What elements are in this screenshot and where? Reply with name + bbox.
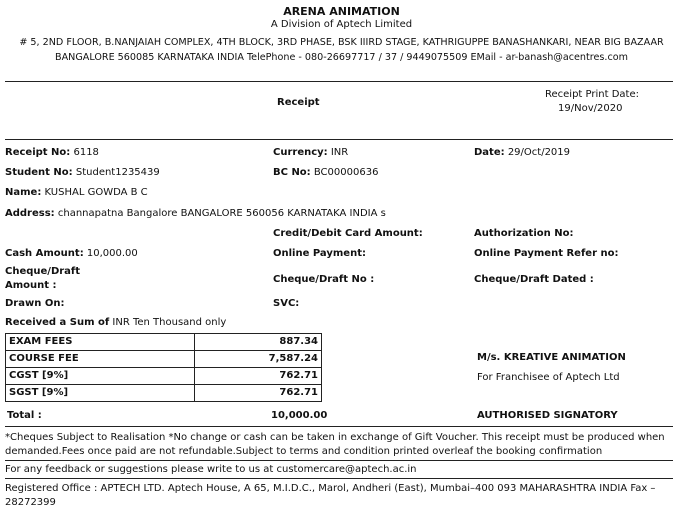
fee-amount: 762.71 bbox=[195, 385, 322, 402]
fee-row bbox=[6, 334, 322, 351]
currency-value: INR bbox=[330, 147, 349, 158]
authorization-no-label: Authorization No: bbox=[474, 228, 574, 239]
receipt-no-label: Receipt No: bbox=[5, 147, 71, 158]
fee-amount: 887.34 bbox=[195, 334, 322, 351]
divider-top bbox=[5, 81, 673, 82]
cash-amount-label: Cash Amount: bbox=[5, 248, 84, 259]
student-address-value: channapatna Bangalore BANGALORE 560056 KARNATAKA INDIA s bbox=[57, 208, 386, 219]
cheque-no-label: Cheque/Draft No : bbox=[273, 274, 375, 285]
org-division: A Division of Aptech Limited bbox=[270, 19, 413, 30]
address-line-2: BANGALORE 560085 KARNATAKA INDIA TelePhone - 080-26697717 / 37 / 9449075509 EMail - ar-banash@acentres.com bbox=[55, 52, 628, 63]
bc-no-label: BC No: bbox=[273, 167, 311, 178]
receipt-title: Receipt bbox=[277, 97, 320, 108]
bc-no-value: BC00000636 bbox=[313, 167, 379, 178]
cash-amount-value: 10,000.00 bbox=[86, 248, 138, 259]
cheque-dated-label: Cheque/Draft Dated : bbox=[474, 274, 594, 285]
fee-name: CGST [9%] bbox=[6, 368, 195, 385]
cheque-amount-label-1: Cheque/Draft bbox=[5, 266, 81, 277]
fee-amount: 7,587.24 bbox=[195, 351, 322, 368]
divider-footer bbox=[5, 478, 673, 479]
receipt-date-label: Date: bbox=[474, 147, 505, 158]
bc-no bbox=[273, 167, 378, 178]
student-address-label: Address: bbox=[5, 208, 55, 219]
online-ref-label: Online Payment Refer no: bbox=[474, 248, 619, 259]
feedback-note: For any feedback or suggestions please write to us at customercare@aptech.ac.in bbox=[5, 464, 417, 475]
receipt-date-value: 29/Oct/2019 bbox=[507, 147, 571, 158]
divider-notes bbox=[5, 460, 673, 461]
student-name bbox=[5, 187, 148, 198]
total-value: 10,000.00 bbox=[271, 410, 328, 421]
fee-amount: 762.71 bbox=[195, 368, 322, 385]
received-sum-label: Received a Sum of bbox=[5, 317, 110, 328]
receipt-date bbox=[474, 147, 570, 158]
currency bbox=[273, 147, 348, 158]
student-address bbox=[5, 208, 386, 219]
franchise-subtitle: For Franchisee of Aptech Ltd bbox=[477, 372, 620, 383]
received-sum-value: INR Ten Thousand only bbox=[112, 317, 227, 328]
address-line-1: # 5, 2ND FLOOR, B.NANJAIAH COMPLEX, 4TH BLOCK, 3RD PHASE, BSK IIIRD STAGE, KATHRIGUPPE BANASHANKARI, NEAR BIG BAZAAR bbox=[19, 37, 664, 48]
card-amount-label: Credit/Debit Card Amount: bbox=[273, 228, 423, 239]
student-name-label: Name: bbox=[5, 187, 42, 198]
received-sum bbox=[5, 317, 226, 328]
cheque-amount-label-2: Amount : bbox=[5, 280, 57, 291]
receipt-no-value: 6118 bbox=[73, 147, 99, 158]
fee-row bbox=[6, 351, 322, 368]
cash-amount bbox=[5, 248, 138, 259]
fee-name: COURSE FEE bbox=[6, 351, 195, 368]
student-no-value: Student1235439 bbox=[75, 167, 160, 178]
fee-row bbox=[6, 368, 322, 385]
print-date-value: 19/Nov/2020 bbox=[558, 103, 623, 114]
drawn-on-label: Drawn On: bbox=[5, 298, 65, 309]
fee-name: SGST [9%] bbox=[6, 385, 195, 402]
terms-note: *Cheques Subject to Realisation *No change or cash can be taken in exchange of Gift Voucher. This receipt must be produced when demanded.Fees once paid are not refundable.Subject to terms and condition printed overleaf the booking confirmation bbox=[5, 432, 665, 457]
authorised-signatory: AUTHORISED SIGNATORY bbox=[477, 410, 618, 421]
currency-label: Currency: bbox=[273, 147, 328, 158]
org-name: ARENA ANIMATION bbox=[283, 5, 400, 18]
divider-total bbox=[5, 426, 673, 427]
student-name-value: KUSHAL GOWDA B C bbox=[44, 187, 148, 198]
svc-label: SVC: bbox=[273, 298, 300, 309]
fee-table bbox=[5, 333, 322, 402]
total-label: Total : bbox=[7, 410, 42, 421]
franchise-name: M/s. KREATIVE ANIMATION bbox=[477, 352, 626, 363]
divider-receipt bbox=[5, 139, 673, 140]
student-no-label: Student No: bbox=[5, 167, 73, 178]
receipt-no bbox=[5, 147, 99, 158]
registered-office: Registered Office : APTECH LTD. Aptech House, A 65, M.I.D.C., Marol, Andheri (East), Mumbai–400 093 MAHARASHTRA INDIA Fax – 28272399 bbox=[5, 483, 656, 508]
student-no bbox=[5, 167, 160, 178]
fee-row bbox=[6, 385, 322, 402]
fee-name: EXAM FEES bbox=[6, 334, 195, 351]
print-date-label: Receipt Print Date: bbox=[545, 89, 639, 100]
online-payment-label: Online Payment: bbox=[273, 248, 366, 259]
